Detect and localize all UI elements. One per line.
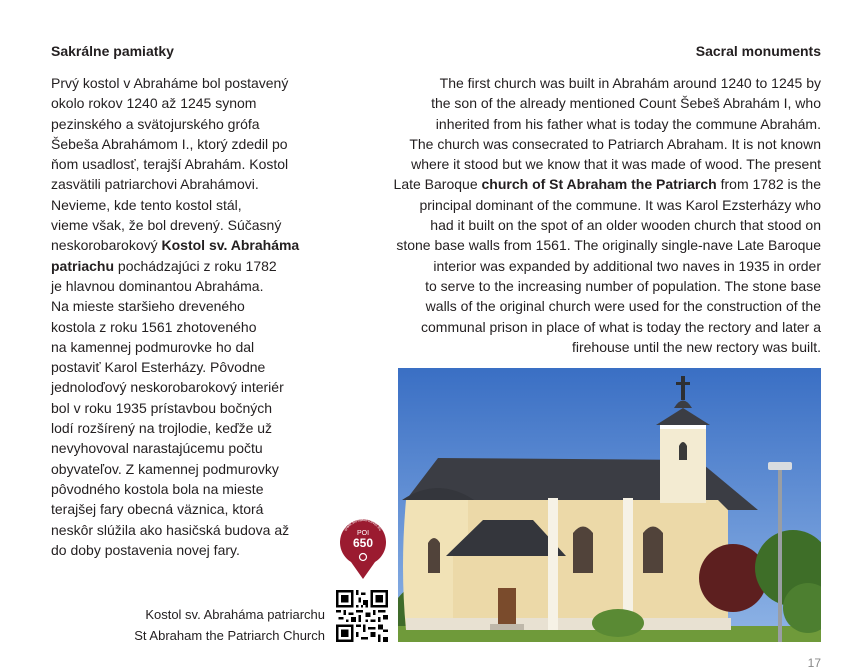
text-line: patriachu pochádzajúci z roku 1782 <box>51 257 277 274</box>
text-line: Late Baroque church of St Abraham the Patriarch from 1782 is the <box>393 176 821 193</box>
text-line: had it built on the spot of an older wooden church that stood on <box>430 217 821 234</box>
text-line: vieme však, že bol drevený. Súčasný <box>51 217 282 234</box>
lamp-post <box>778 468 782 642</box>
text-line: Šebeša Abrahámom I., ktorý zdedil po <box>51 135 288 152</box>
nave-window-2 <box>643 527 663 574</box>
text-line: principal dominant of the commune. It was Karol Ezsterházy who <box>419 196 821 213</box>
text-line: pezinského a svätojurského grófa <box>51 115 260 132</box>
bold-highlight: church of St Abraham the Patriarch <box>481 176 717 193</box>
slovak-body-text <box>51 73 341 560</box>
text-line: postaviť Karol Esterházy. Pôvodne <box>51 359 266 376</box>
text-line: kostola z roku 1561 zhotoveného <box>51 318 257 335</box>
lamp-head <box>768 462 792 470</box>
text-line: bol v roku 1935 prístavbou bočných <box>51 399 273 416</box>
poi-label: POI <box>356 530 370 537</box>
poi-number: 650 <box>352 536 374 550</box>
text-line: na kamennej podmurovke ho dal <box>51 338 255 355</box>
text-line: The first church was built in Abrahám around 1240 to 1245 by <box>439 75 821 91</box>
church-photo <box>398 368 821 642</box>
text-line: zasvätili patriarchovi Abrahámovi. <box>51 176 259 193</box>
text-line: nevyhovoval narastajúcemu počtu <box>51 440 263 457</box>
bush <box>592 609 644 637</box>
steps <box>490 624 524 630</box>
poi-arc-text: www.slovakia-travel.eu <box>342 516 384 532</box>
text-line: The church was consecrated to Patriarch Abraham. It is not known <box>409 135 821 152</box>
text-line: neskôr slúžila ako hasičská budova až <box>51 521 290 538</box>
text-line: interior was expanded by additional two naves in 1935 in order <box>433 257 821 274</box>
bold-highlight: Kostol sv. Abraháma <box>161 237 300 254</box>
text-line: terajšej fary obecná väznica, ktorá <box>51 501 264 518</box>
text-line: Prvý kostol v Abraháme bol postavený <box>51 75 289 91</box>
text-line: okolo rokov 1240 až 1245 synom <box>51 95 257 112</box>
text-line: the son of the already mentioned Count Šebeš Abrahám I, who <box>431 95 821 112</box>
base-plinth <box>406 618 731 630</box>
heading-english: Sacral monuments <box>695 43 821 59</box>
apse-window <box>428 538 440 573</box>
text-line: jednoloďový neskorobarokový interiér <box>51 379 284 396</box>
text-line: stone base walls from 1561. The originally single-nave Late Baroque <box>396 237 821 254</box>
tower-window <box>679 442 687 460</box>
text-line: ňom usadlosť, terajší Abrahám. Kostol <box>51 156 289 173</box>
nave-window-1 <box>573 527 593 574</box>
text-line: communal prison in place of what is today the rectory and later a <box>421 318 821 335</box>
text-line: lodí rozšírený na trojlodie, keďže už <box>51 420 273 437</box>
text-line: pôvodného kostola bola na mieste <box>51 480 264 497</box>
text-line: neskorobarokový Kostol sv. Abraháma <box>51 237 300 254</box>
qr-code-icon[interactable] <box>336 590 388 642</box>
photo-caption-slovak: Kostol sv. Abraháma patriarchu <box>145 607 325 622</box>
text-line: do doby postavenia novej fary. <box>51 541 240 558</box>
text-line: inherited from his father what is today the commune Abrahám. <box>435 115 821 132</box>
text-line: obyvateľov. Z kamennej podmurovky <box>51 460 279 477</box>
poi-marker-icon <box>334 516 392 580</box>
bold-highlight: patriachu <box>51 257 115 274</box>
text-line: firehouse until the new rectory was built. <box>571 338 821 355</box>
church-door <box>498 588 516 626</box>
text-line: to serve to the increasing number of population. The stone base <box>425 277 821 294</box>
text-line: Nevieme, kde tento kostol stál, <box>51 196 242 213</box>
text-line: walls of the original church were used for the construction of the <box>425 298 821 315</box>
tower <box>660 423 706 503</box>
heading-slovak: Sakrálne pamiatky <box>51 43 174 59</box>
text-line: Na mieste staršieho dreveného <box>51 298 245 315</box>
english-body-text <box>351 73 821 357</box>
tower-cross <box>681 376 685 400</box>
text-line: je hlavnou dominantou Abraháma. <box>51 277 264 294</box>
page-number: 17 <box>807 656 821 670</box>
text-line: where it stood but we know that it was made of wood. The present <box>411 156 821 173</box>
photo-caption-english: St Abraham the Patriarch Church <box>134 628 325 643</box>
